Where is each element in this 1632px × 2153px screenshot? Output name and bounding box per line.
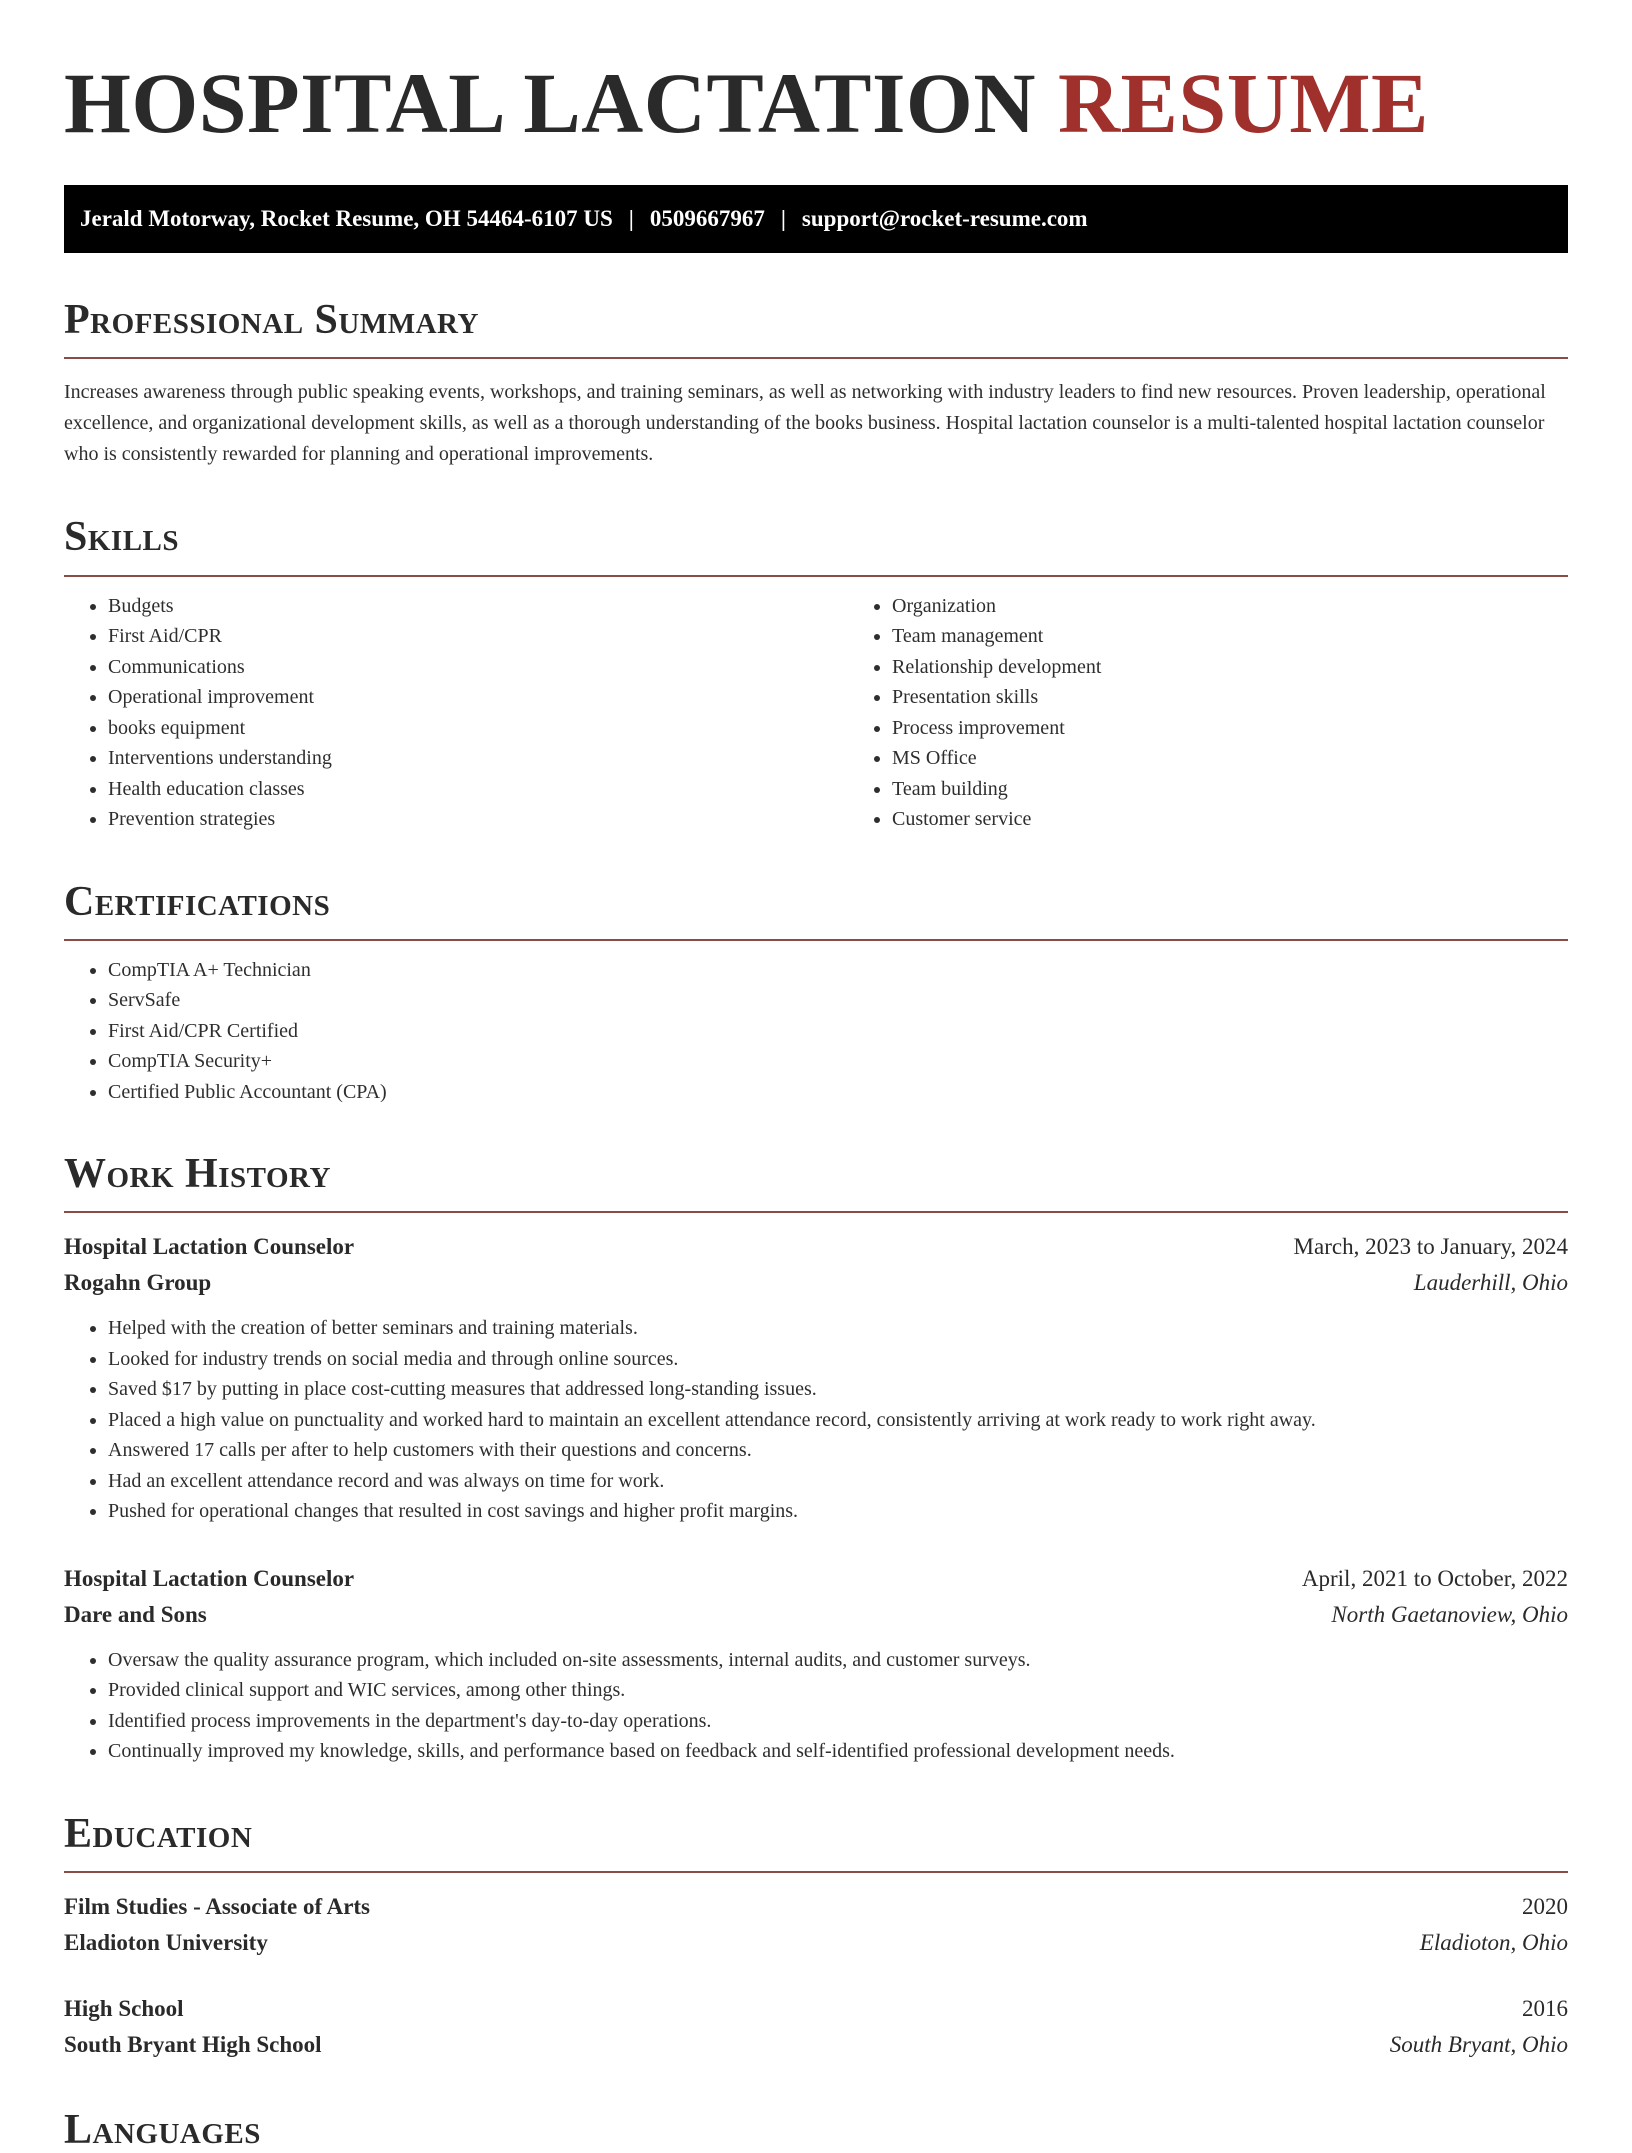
section-divider <box>64 1211 1568 1213</box>
education-year: 2016 <box>1522 1996 1568 2022</box>
education-school: South Bryant High School <box>64 2032 322 2058</box>
skills-grid <box>64 591 1568 835</box>
work-history-heading: Work History <box>64 1151 331 1198</box>
job-title: Hospital Lactation Counselor <box>64 1234 355 1260</box>
job-duties-list <box>64 1645 1568 1767</box>
education-heading: Education <box>64 1810 253 1857</box>
job-header-row <box>64 1229 1568 1265</box>
skills-heading: Skills <box>64 514 180 561</box>
languages-section <box>64 2107 1568 2153</box>
job-dates: April, 2021 to October, 2022 <box>1301 1565 1568 1591</box>
work-history-section <box>64 1151 1568 1767</box>
contact-email[interactable]: support@rocket-resume.com <box>801 206 1088 232</box>
job-duty-item: • Oversaw the quality assurance program, which included on-site assessments, internal audits, and customer surveys. <box>108 1645 1568 1676</box>
certifications-section <box>64 879 1568 1108</box>
job-company: Dare and Sons <box>64 1601 207 1627</box>
contact-separator: | <box>628 206 634 232</box>
job-duty-item: • Helped with the creation of better seminars and training materials. <box>108 1313 1568 1344</box>
section-divider <box>64 357 1568 359</box>
education-year: 2020 <box>1522 1894 1568 1920</box>
education-subheader-row <box>64 1925 1568 1961</box>
skill-item: • Operational improvement <box>108 682 848 713</box>
section-divider <box>64 939 1568 941</box>
education-header-row <box>64 1889 1568 1925</box>
job-duty-item: • Answered 17 calls per after to help customers with their questions and concerns. <box>108 1435 1568 1466</box>
education-subheader-row <box>64 2027 1568 2063</box>
skills-section <box>64 514 1568 834</box>
job-location: North Gaetanoview, Ohio <box>1331 1601 1568 1627</box>
certification-item: • CompTIA A+ Technician <box>108 955 1568 986</box>
job-title: Hospital Lactation Counselor <box>64 1565 355 1591</box>
job-entry <box>64 1561 1568 1767</box>
job-duty-item: • Pushed for operational changes that resulted in cost savings and higher profit margins. <box>108 1496 1568 1527</box>
skill-item: • Process improvement <box>892 713 1632 744</box>
contact-bar <box>64 185 1568 253</box>
skill-item: • Budgets <box>108 591 848 622</box>
certifications-heading: Certifications <box>64 878 331 925</box>
skill-item: • Team building <box>892 774 1632 805</box>
job-duty-item: • Identified process improvements in the department's day-to-day operations. <box>108 1706 1568 1737</box>
education-location: Eladioton, Ohio <box>1419 1930 1568 1956</box>
skill-item: • Health education classes <box>108 774 848 805</box>
skill-item: • books equipment <box>108 713 848 744</box>
education-entry <box>64 1889 1568 1961</box>
job-duty-item: • Saved $17 by putting in place cost-cutting measures that addressed long-standing issues. <box>108 1374 1568 1405</box>
summary-section <box>64 297 1568 470</box>
certification-item: • First Aid/CPR Certified <box>108 1016 1568 1047</box>
job-duties-list <box>64 1313 1568 1527</box>
skill-item: • Interventions understanding <box>108 743 848 774</box>
skills-list-left <box>64 591 848 835</box>
skills-list-right <box>848 591 1632 835</box>
skill-item: • Communications <box>108 652 848 683</box>
job-header-row <box>64 1561 1568 1597</box>
summary-text: Increases awareness through public speaking events, workshops, and training seminars, as well as networking with industry leaders to find new resources. Proven leadership, operational excellence, and organizational development skills, as well as a thorough understanding of the books business. Hospital lactation counselor is a multi-talented hospital lactation counselor who is consistently rewarded for planning and operational improvements. <box>64 381 1546 466</box>
education-entry <box>64 1991 1568 2063</box>
title-main: HOSPITAL LACTATION <box>64 55 1036 151</box>
summary-heading: Professional Summary <box>64 297 479 344</box>
job-duty-item: • Placed a high value on punctuality and worked hard to maintain an excellent attendance record, consistently arriving at work ready to work right away. <box>108 1405 1568 1436</box>
job-location: Lauderhill, Ohio <box>1413 1270 1568 1296</box>
education-location: South Bryant, Ohio <box>1389 2032 1568 2058</box>
contact-phone[interactable]: 0509667967 <box>649 206 765 232</box>
skill-item: • Team management <box>892 621 1632 652</box>
job-duty-item: • Looked for industry trends on social media and through online sources. <box>108 1344 1568 1375</box>
job-duty-item: • Had an excellent attendance record and was always on time for work. <box>108 1466 1568 1497</box>
resume-title <box>64 52 1568 155</box>
job-subheader-row <box>64 1265 1568 1301</box>
section-divider <box>64 1871 1568 1873</box>
job-duty-item: • Continually improved my knowledge, skills, and performance based on feedback and self-identified professional development needs. <box>108 1736 1568 1767</box>
education-section <box>64 1811 1568 2063</box>
section-divider <box>64 575 1568 577</box>
job-subheader-row <box>64 1597 1568 1633</box>
job-company: Rogahn Group <box>64 1270 212 1296</box>
job-dates: March, 2023 to January, 2024 <box>1293 1234 1568 1260</box>
skill-item: • Relationship development <box>892 652 1632 683</box>
education-school: Eladioton University <box>64 1930 268 1956</box>
certification-item: • ServSafe <box>108 985 1568 1016</box>
certification-item: • Certified Public Accountant (CPA) <box>108 1077 1568 1108</box>
contact-separator: | <box>780 206 786 232</box>
certification-item: • CompTIA Security+ <box>108 1046 1568 1077</box>
certifications-list <box>64 955 1568 1108</box>
contact-address: Jerald Motorway, Rocket Resume, OH 54464-6107 US <box>80 206 613 232</box>
title-accent: RESUME <box>1057 55 1429 151</box>
job-duty-item: • Provided clinical support and WIC services, among other things. <box>108 1675 1568 1706</box>
job-entry <box>64 1229 1568 1527</box>
skill-item: • Presentation skills <box>892 682 1632 713</box>
skill-item: • Customer service <box>892 804 1632 835</box>
skill-item: • First Aid/CPR <box>108 621 848 652</box>
languages-heading: Languages <box>64 2107 261 2153</box>
skill-item: • Prevention strategies <box>108 804 848 835</box>
education-degree: Film Studies - Associate of Arts <box>64 1894 371 1920</box>
skill-item: • MS Office <box>892 743 1632 774</box>
education-degree: High School <box>64 1996 184 2022</box>
education-header-row <box>64 1991 1568 2027</box>
skill-item: • Organization <box>892 591 1632 622</box>
